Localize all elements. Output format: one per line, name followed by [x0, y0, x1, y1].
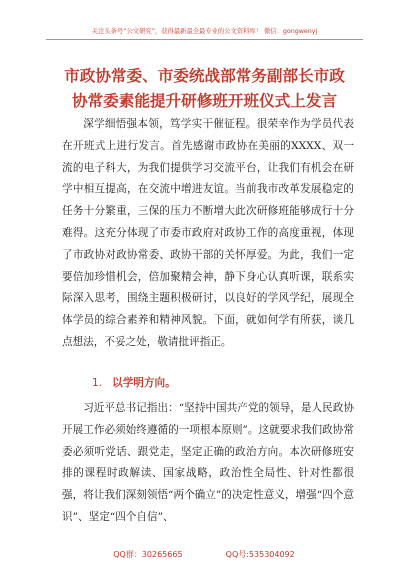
header-banner: 关注头条号“公文研究”，获得最新最全最专业的公文资料库！ 微信：gongwenyj [46, 24, 363, 40]
page-title [52, 64, 357, 114]
title-line-1: 市政协常委、市委统战部常务副部长市政 [64, 67, 345, 85]
footer-qq-number: QQ号:535304092 [225, 550, 295, 559]
footer [0, 547, 408, 563]
section-heading [92, 373, 292, 393]
title-line-2: 协常委素能提升研修班开班仪式上发言 [71, 92, 338, 110]
paragraph-intro: 深学细悟强本领，笃学实干催征程。很荣幸作为学员代表在开班式上进行发言。首先感谢市政协在美丽的XXXX、双一流的电子科大，为我们提供学习交流平台，让我们有机会在研学中相互提高，在交流中增进友谊。当前我市改革发展稳定的任务十分繁重，三保的压力不断增大此次研修班能够成行十分难得。这充分体现了市委市政府对政协工作的高度重视，体现了市政协对政协常委、政协干部的关怀厚爱。为此，我们一定要倍加珍惜机会，倍加聚精会神，静下身心认真听课，联系实际深入思考，围绕主题积极研讨，以良好的学风学纪，展现全体学员的综合素养和精神风貌。下面，就如何学有所获，谈几点想法，不妥之处，敬请批评指正。 [62, 118, 354, 348]
body-section-1 [62, 398, 354, 529]
section-number: 1. [92, 377, 103, 389]
section-heading-text: 以学明方向。 [112, 377, 176, 389]
body-section-intro [62, 114, 354, 354]
paragraph-section-1: 习近平总书记指出：“坚持中国共产党的领导，是人民政协开展工作必须始终遵循的一项根本原则”。这就要求我们政协常委必须听党话、跟党走，坚定正确的政治方向。本次研修班安排的课程时政解读、国家战略，政治性全局性、针对性都很强，将让我们深刻领悟“两个确立”的决定性意义，增强“四个意识”、坚定“四个自信”、 [62, 402, 354, 523]
footer-qq-group: QQ群：30265665 [113, 550, 183, 559]
